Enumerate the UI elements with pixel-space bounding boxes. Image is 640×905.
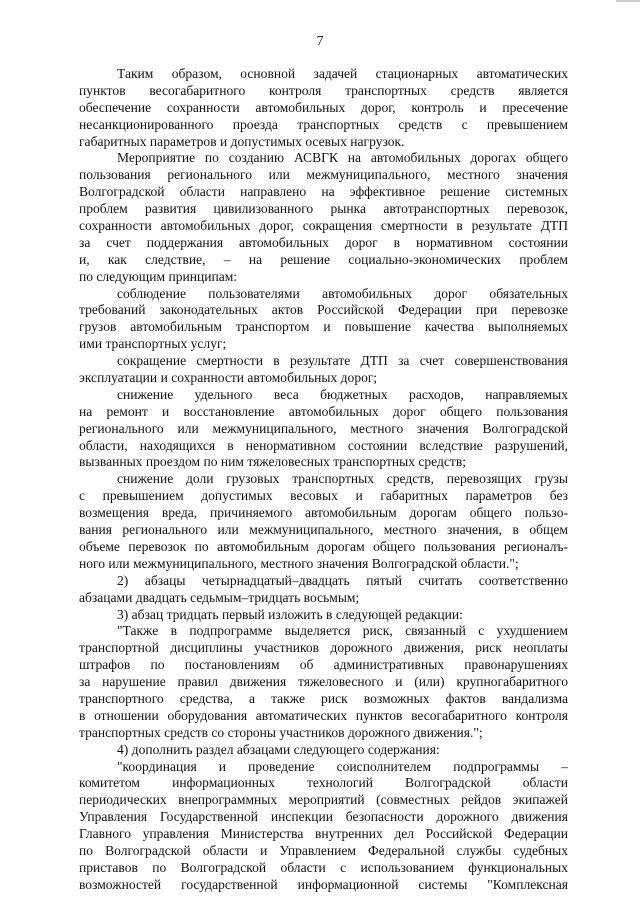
text-line: эксплуатации и сохранности автомобильных дорог; [79, 370, 378, 386]
text-line: Волгоградской области направлено на эффективное решение системных [79, 184, 568, 200]
paragraph [79, 759, 568, 894]
text-line: 2) абзацы четырнадцатый–двадцать пятый считать соответственно [117, 572, 568, 588]
text-line: 4) дополнить раздел абзацами следующего содержания: [117, 741, 440, 757]
paragraph [79, 387, 568, 471]
text-line: объеме перевозок по автомобильным дорогам общего пользования регионалъ- [79, 538, 568, 554]
text-line: Мероприятие по созданию АСВГК на автомобильных дорогах общего [117, 150, 568, 166]
text-line: пользования регионального или межмуниципального, местного значения [79, 167, 568, 183]
text-line: несанкционированного проезда транспортных средств с превышением [79, 116, 568, 132]
text-line: "координация и проведение соисполнителем подпрограммы – [117, 758, 568, 774]
text-line: Главного управления Министерства внутренних дел Российской Федерации [79, 826, 568, 842]
text-line: проблем развития цивилизованного рынка автотранспортных перевозок, [79, 201, 568, 217]
text-line: 3) абзац тридцать первый изложить в следующей редакции: [117, 606, 463, 622]
text-line: возмещения вреда, причиняемого автомобильным дорогам общего пользо- [79, 505, 568, 521]
text-line: ими транспортных услуг; [79, 336, 227, 352]
page-number: 7 [316, 34, 324, 49]
text-line: штрафов по постановлениям об административных правонарушениях [79, 657, 568, 673]
text-line: вания регионального или межмуниципального, местного значения, в общем [79, 522, 568, 538]
text-line: за нарушение правил движения тяжеловесного и (или) крупногабаритного [79, 674, 568, 690]
text-line: комитетом информационных технологий Волгоградской области [79, 775, 568, 791]
paragraph [79, 66, 568, 150]
text-line: соблюдение пользователями автомобильных дорог обязательных [117, 285, 568, 301]
text-line: обеспечение сохранности автомобильных дорог, контроль и пресечение [79, 99, 568, 115]
paragraph [79, 607, 568, 624]
text-line: "Также в подпрограмме выделяется риск, связанный с ухудшением [117, 623, 568, 639]
paragraph [79, 353, 568, 387]
text-line: транспортных средств со стороны участников дорожного движения."; [79, 724, 483, 740]
text-line: по следующим принципам: [79, 268, 238, 284]
text-line: транспортной дисциплины участников дорожного движения, риск неоплаты [79, 640, 568, 656]
text-line: Таким образом, основной задачей стационарных автоматических [117, 66, 568, 81]
text-line: абзацами двадцать седьмым–тридцать восьмым; [79, 589, 360, 605]
paragraph [79, 742, 568, 759]
text-line: транспортного средства, а также риск возможных фактов вандализма [79, 690, 568, 706]
text-line: по Волгоградской области и Управлением Федеральной службы судебных [79, 842, 568, 858]
text-line: периодических внепрограммных мероприятий (совместных рейдов экипажей [79, 792, 568, 808]
text-line: области, находящихся в ненормативном состоянии вследствие разрушений, [79, 437, 568, 453]
document-body [79, 66, 568, 894]
text-line: на ремонт и восстановление автомобильных дорог общего пользования [79, 403, 568, 419]
text-line: снижение доли грузовых транспортных средств, перевозящих грузы [117, 471, 568, 487]
text-line: требований законодательных актов Российской Федерации при перевозке [79, 302, 568, 318]
scan-edge-mark [616, 0, 640, 2]
paragraph [79, 623, 568, 741]
text-line: в отношении оборудования автоматических пунктов весогабаритного контроля [79, 707, 568, 723]
text-line: ного или межмуниципального, местного значения Волгоградской области."; [79, 555, 519, 571]
text-line: габаритных параметров и допустимых осевых нагрузок. [79, 133, 405, 149]
paragraph [79, 471, 568, 572]
text-line: возможностей государственной информационной системы "Комплексная [79, 876, 568, 892]
text-line: за счет поддержания автомобильных дорог в нормативном состоянии [79, 234, 568, 250]
text-line: пунктов весогабаритного контроля транспортных средств является [79, 82, 568, 98]
text-line: грузов автомобильным транспортом и повышение качества выполняемых [79, 319, 568, 335]
text-line: приставов по Волгоградской области с использованием функциональных [79, 859, 568, 875]
text-line: сохранности автомобильных дорог, сокращения смертности в результате ДТП [79, 218, 568, 234]
text-line: с превышением допустимых весовых и габаритных параметров без [79, 488, 568, 504]
text-line: и, как следствие, – на решение социально-экономических проблем [79, 251, 568, 267]
text-line: снижение удельного веса бюджетных расходов, направляемых [117, 386, 568, 402]
text-line: вызванных проездом по ним тяжеловесных транспортных средств; [79, 454, 467, 470]
paragraph [79, 286, 568, 354]
paragraph [79, 573, 568, 607]
text-line: Управления Государственной инспекции безопасности дорожного движения [79, 809, 568, 825]
paragraph [79, 150, 568, 285]
text-line: регионального или межмуниципального, местного значения Волгоградской [79, 420, 568, 436]
text-line: сокращение смертности в результате ДТП за счет совершенствования [117, 353, 568, 369]
